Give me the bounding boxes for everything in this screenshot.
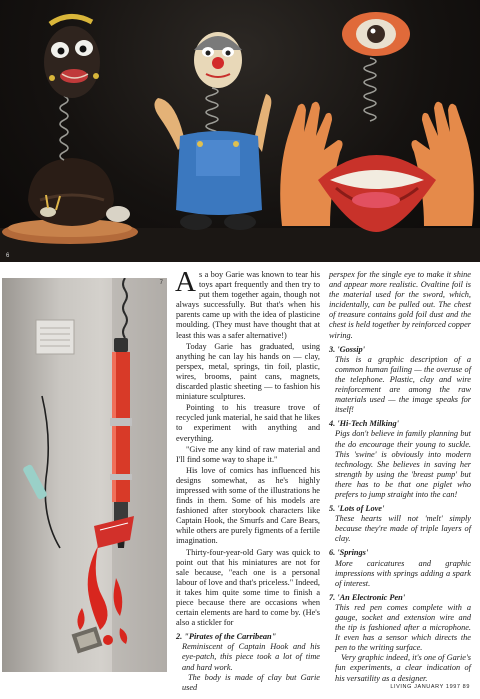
article-column-right [329, 270, 471, 684]
caption-continued: perspex for the single eye to make it shine and appear more realistic. Ovaltine foil is the material used for the sword, which, incidentally, can be pulled out. The chest of treasure contains gold foil dust and the chest is held together by reinforced copper wiring. [329, 270, 471, 340]
paragraph: Today Garie has graduated, using anything he can lay his hands on — clay, perspex, metal, springs, tin foil, plastic, wires, brooms, paint cans, magnets, discarded plastic sheeting — to fashion his miniature sculptures. [176, 341, 320, 402]
caption-heading: 5. 'Lots of Love' [329, 504, 385, 514]
caption-heading: 3. 'Gossip' [329, 344, 365, 354]
paragraph: "Give me any kind of raw material and I'll find some way to shape it." [176, 444, 320, 464]
electronic-pen-illustration [2, 278, 167, 672]
drop-cap: A [175, 266, 196, 298]
caption-body: These hearts will not 'melt' simply because they're made of triple layers of clay. [335, 514, 471, 544]
paragraph: Thirty-four-year-old Gary was quick to point out that his miniatures are not for sale because, "each one is a personal labour of love and that's priceless." Indeed, it takes him quite some time to finish a piece because there are occasions when certain elements are hard to come by. (He's also a stickler for [176, 547, 320, 628]
paragraph: Pointing to his treasure trove of recycled junk material, he said that he likes to experiment with anything and everything. [176, 403, 320, 443]
caption-body: More caricatures and graphic impressions with springs adding a spark of interest. [335, 558, 471, 588]
caption-body: The body is made of clay but Garie used [182, 672, 320, 692]
intro-paragraph [175, 266, 320, 341]
caption-heading: 2. "Pirates of the Carribean" [176, 632, 277, 642]
caption-body: Very graphic indeed, it's one of Garie's fun experiments, a clear indication of his versatility as a designer. [335, 653, 471, 683]
electronic-pen-photo [2, 278, 167, 672]
intro-text: s a boy Garie was known to tear his toys apart frequently and then try to put them together again, though not always successfully. But that's when his parents came up with the idea of plasticine moulding. (They must have thought that at least this was a safer alternative!) [176, 270, 320, 340]
page-footer: LIVING JANUARY 1997 89 [390, 684, 470, 690]
caption-body: Pigs don't believe in family planning but the do encourage their young to suckle. This 'swine' is obviously into modern technology. She believes in saving her strength by using the 'breast pump' but there has to be that one piglet who prefers to jump straight into the can! [335, 429, 471, 499]
springs-sculptures-illustration [0, 0, 480, 262]
photo-number: 6 [6, 253, 10, 259]
caption-body: Reminiscent of Captain Hook and his eye-patch, this piece took a lot of time and hard work. [182, 642, 320, 672]
article-column-left [175, 266, 320, 693]
caption-heading: 6. 'Springs' [329, 548, 369, 558]
caption-heading: 7. 'An Electronic Pen' [329, 592, 406, 602]
caption-body: This red pen comes complete with a gauge, socket and extension wire and the tip is fashioned after a microphone. It even has a sensor which directs the pen to the writing surface. [335, 602, 471, 653]
springs-sculptures-photo [0, 0, 480, 262]
photo-number: 7 [159, 280, 163, 286]
paragraph: His love of comics has influenced his designs somewhat, as he's highly impressed with some of the illustrations he finds in them. Some of his models are fashioned after storybook characters like Captain Hook, the Smurfs and Care Bears, while others are purely figments of a fertile imagination. [176, 465, 320, 546]
caption-body: This is a graphic description of a common human failing — the overuse of the telephone. Plastic, clay and wire reinforcement are among the raw materials used — the image speaks for itself! [335, 354, 471, 415]
caption-heading: 4. 'Hi-Tech Milking' [329, 419, 399, 429]
